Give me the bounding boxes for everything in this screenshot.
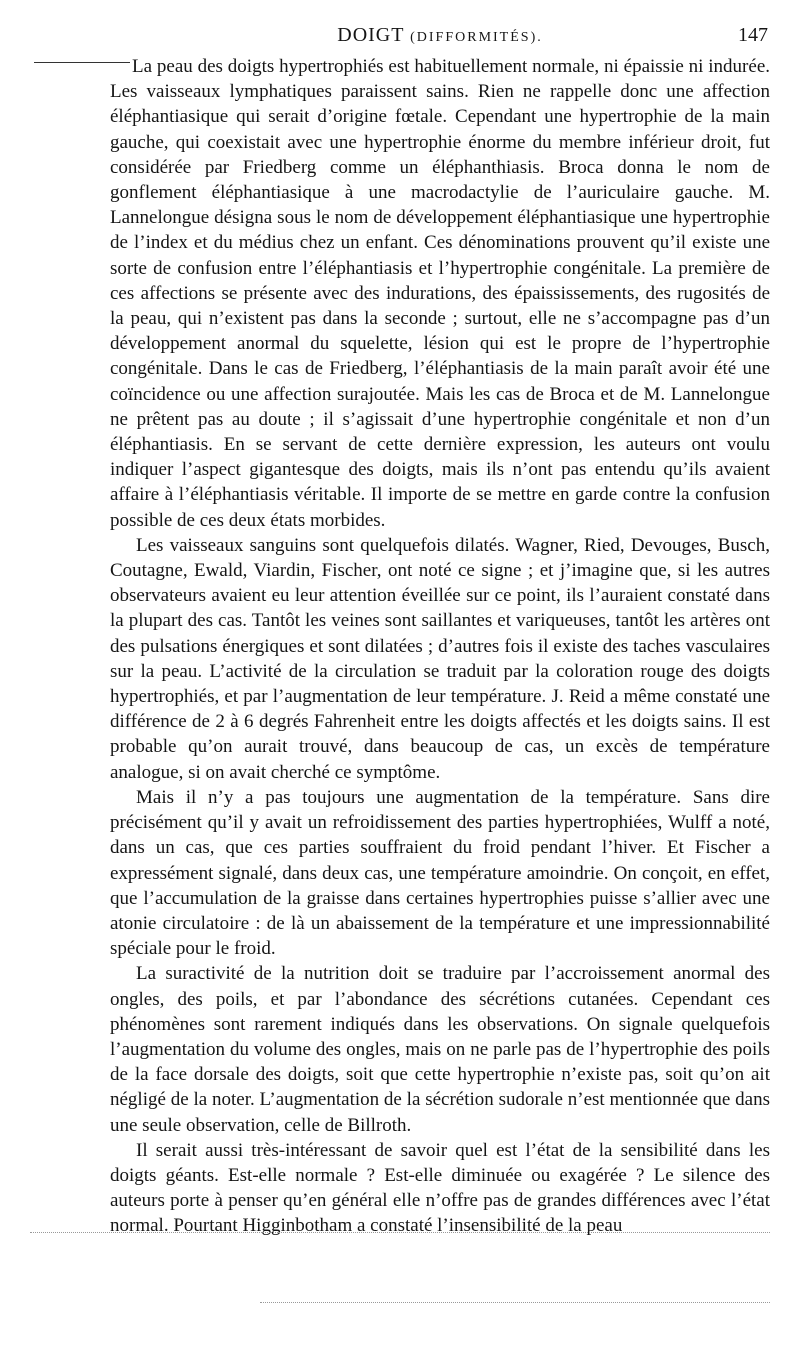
- running-title: [112, 24, 768, 47]
- paragraph-5: Il serait aussi très-intéressant de savoir quel est l’état de la sensibilité dans les doigts géants. Est-elle normale ? Est-elle diminuée ou exagérée ? Le silence des auteurs porte à penser qu’en général elle n’offre pas de grandes différences avec l’état normal. Pourtant Higginbotham a constaté l’insensibilité de la peau: [110, 1139, 770, 1237]
- running-header: [112, 24, 768, 50]
- paragraph-3: Mais il n’y a pas toujours une augmentation de la température. Sans dire précisément qu’il y avait un refroidissement des parties hypertrophiées, Wulff a noté, dans un cas, que ces parties souffraient du froid pendant l’hiver. Et Fischer a expressément signalé, dans deux cas, une température amoindrie. On conçoit, en effet, que l’accumulation de la graisse dans certaines hypertrophies puisse s’allier avec une atonie circulatoire : de là un abaissement de la température et une impressionnabilité spéciale pour le froid.: [110, 786, 770, 960]
- bleed-through-line: [30, 1232, 770, 1233]
- paragraph-1: La peau des doigts hypertrophiés est habituellement normale, ni épaissie ni indurée. Les vaisseaux lymphatiques paraissent sains. Rien ne rappelle donc une affection éléphantiasique qui serait d’origine fœtale. Cependant une hypertrophie de la main gauche, qui coexistait avec une hypertrophie énorme du membre inférieur droit, fut considérée par Friedberg comme un éléphanthiasis. Broca donna le nom de gonflement éléphantiasique à une macrodactylie de l’auriculaire gauche. M. Lannelongue désigna sous le nom de développement éléphantiasique une hypertrophie de l’index et du médius chez un enfant. Ces dénominations prouvent qu’il existe une sorte de confusion entre l’éléphantiasis et l’hypertrophie congénitale. La première de ces affections se présente avec des indurations, des épaississements, des rugosités de la peau, qui n’existent pas dans la seconde ; surtout, elle ne s’accompagne pas d’un développement anormal du squelette, lésion qui est le propre de l’hypertrophie congénitale. Dans le cas de Friedberg, l’éléphantiasis de la main paraît avoir été une coïncidence ou une affection surajoutée. Mais les cas de Broca et de M. Lannelongue ne prêtent pas au doute ; il s’agissait d’une hypertrophie congénitale et non d’un éléphantiasis. En se servant de cette dernière expression, les auteurs ont voulu indiquer l’aspect gigantesque des doigts, mais ils n’ont pas entendu qu’ils avaient affaire à l’éléphantiasis véritable. Il importe de se mettre en garde contre la confusion possible de ces deux états morbides.: [110, 56, 770, 531]
- page-number: 147: [738, 24, 768, 46]
- running-title-main: DOIGT: [337, 24, 405, 46]
- bleed-through-line: [260, 1302, 770, 1303]
- running-title-sub: (DIFFORMITÉS).: [410, 30, 543, 45]
- body-text: [110, 54, 770, 1239]
- paragraph-2: Les vaisseaux sanguins sont quelquefois dilatés. Wagner, Ried, Devouges, Busch, Coutagne, Ewald, Viardin, Fischer, ont noté ce signe ; et j’imagine que, si les autres observateurs avaient eu leur attention éveillée sur ce point, ils l’auraient constaté dans la plupart des cas. Tantôt les veines sont saillantes et variqueuses, tantôt les artères ont des pulsations énergiques et sont dilatées ; d’autres fois il existe des taches vasculaires sur la peau. L’activité de la circulation se traduit par la coloration rouge des doigts hypertrophiés, et par l’augmentation de leur température. J. Reid a même constaté une différence de 2 à 6 degrés Fahrenheit entre les doigts affectés et les doigts sains. Il est probable qu’on aurait trouvé, dans beaucoup de cas, un excès de température analogue, si on avait cherché ce symptôme.: [110, 534, 770, 783]
- paragraph-4: La suractivité de la nutrition doit se traduire par l’accroissement anormal des ongles, des poils, et par l’abondance des sécrétions cutanées. Cependant ces phénomènes sont rarement indiqués dans les observations. On signale quelquefois l’augmentation du volume des ongles, mais on ne parle pas de l’hypertrophie des poils de la face dorsale des doigts, soit que cette hypertrophie n’existe pas, soit qu’on ait négligé de la noter. L’augmentation de la sécrétion sudorale n’est mentionnée que dans une seule observation, celle de Billroth.: [110, 963, 770, 1136]
